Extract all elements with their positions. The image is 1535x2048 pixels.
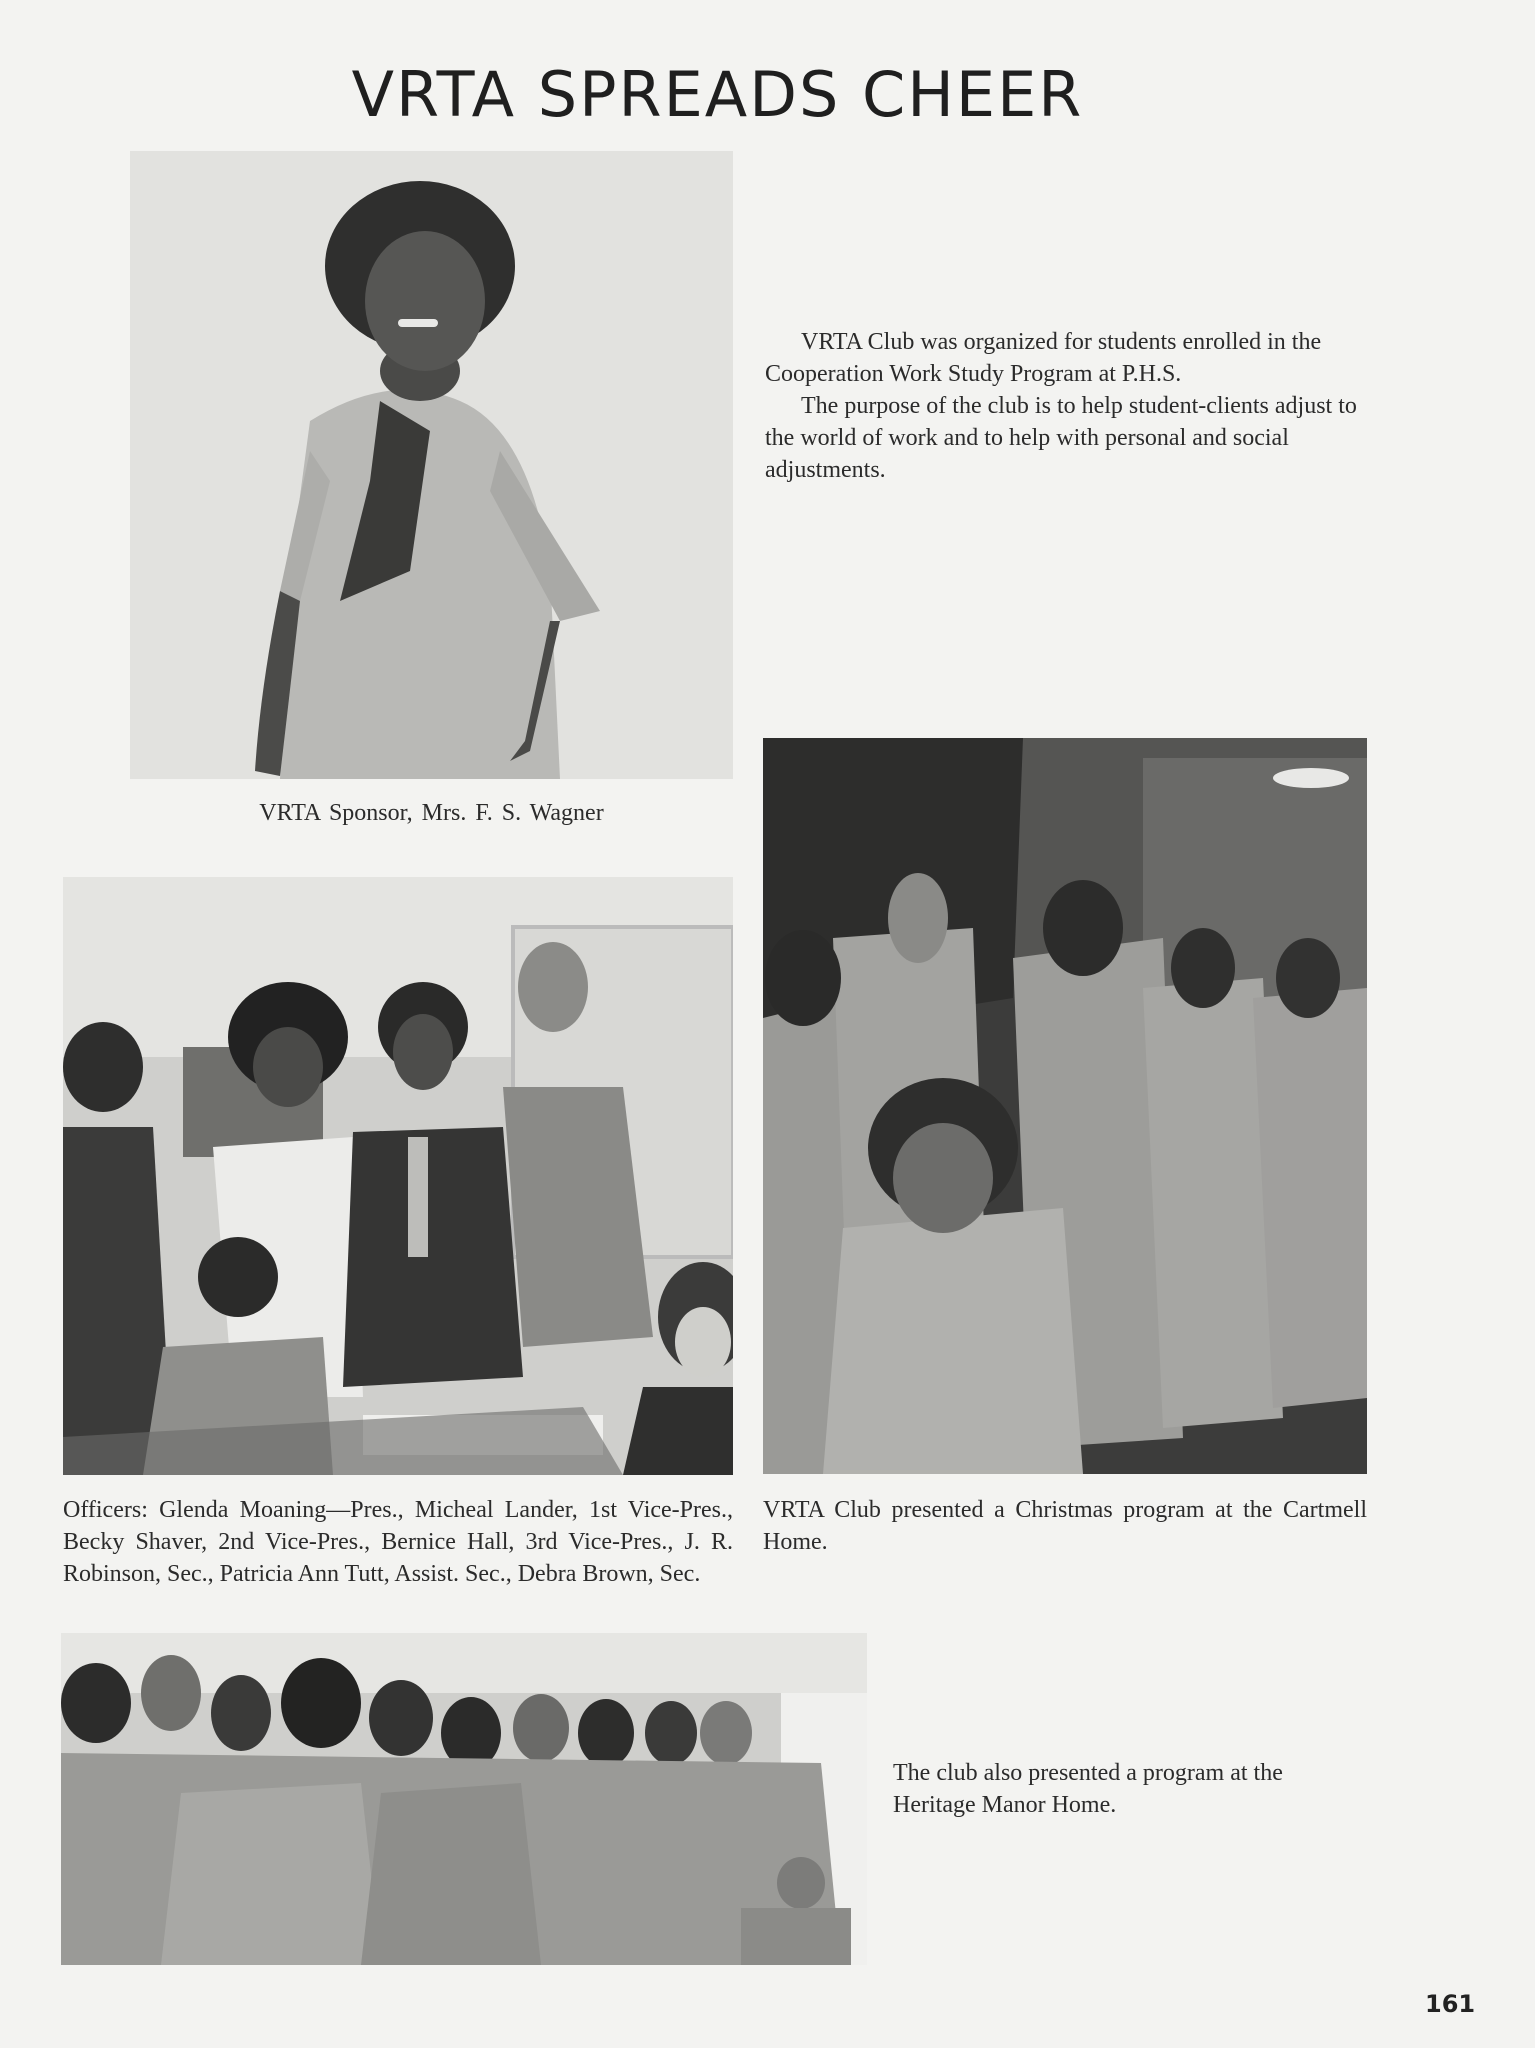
officers-photo [63,877,733,1475]
christmas-program-photo [763,738,1367,1474]
christmas-caption: VRTA Club presented a Christmas program at the Cartmell Home. [763,1497,1367,1555]
sponsor-photo [130,151,733,779]
intro-paragraph-1: VRTA Club was organized for students enrolled in the Cooperation Work Study Program at P.H.S. [765,329,1322,387]
heritage-caption: The club also presented a program at the Heritage Manor Home. [893,1760,1283,1818]
intro-text [765,326,1370,486]
officers-caption: Officers: Glenda Moaning—Pres., Micheal Lander, 1st Vice-Pres., Becky Shaver, 2nd Vice-Pres., Bernice Hall, 3rd Vice-Pres., J. R. Robinson, Sec., Patricia Ann Tutt, Assist. Sec., Debra Brown, Sec. [63,1497,733,1587]
intro-paragraph-2: The purpose of the club is to help student-clients adjust to the world of work and to help with personal and social adjustments. [765,393,1357,483]
page-title: VRTA SPREADS CHEER [351,58,1084,131]
page-number: 161 [1425,1990,1476,2018]
heritage-manor-photo [61,1633,867,1965]
sponsor-caption: VRTA Sponsor, Mrs. F. S. Wagner [259,800,604,826]
